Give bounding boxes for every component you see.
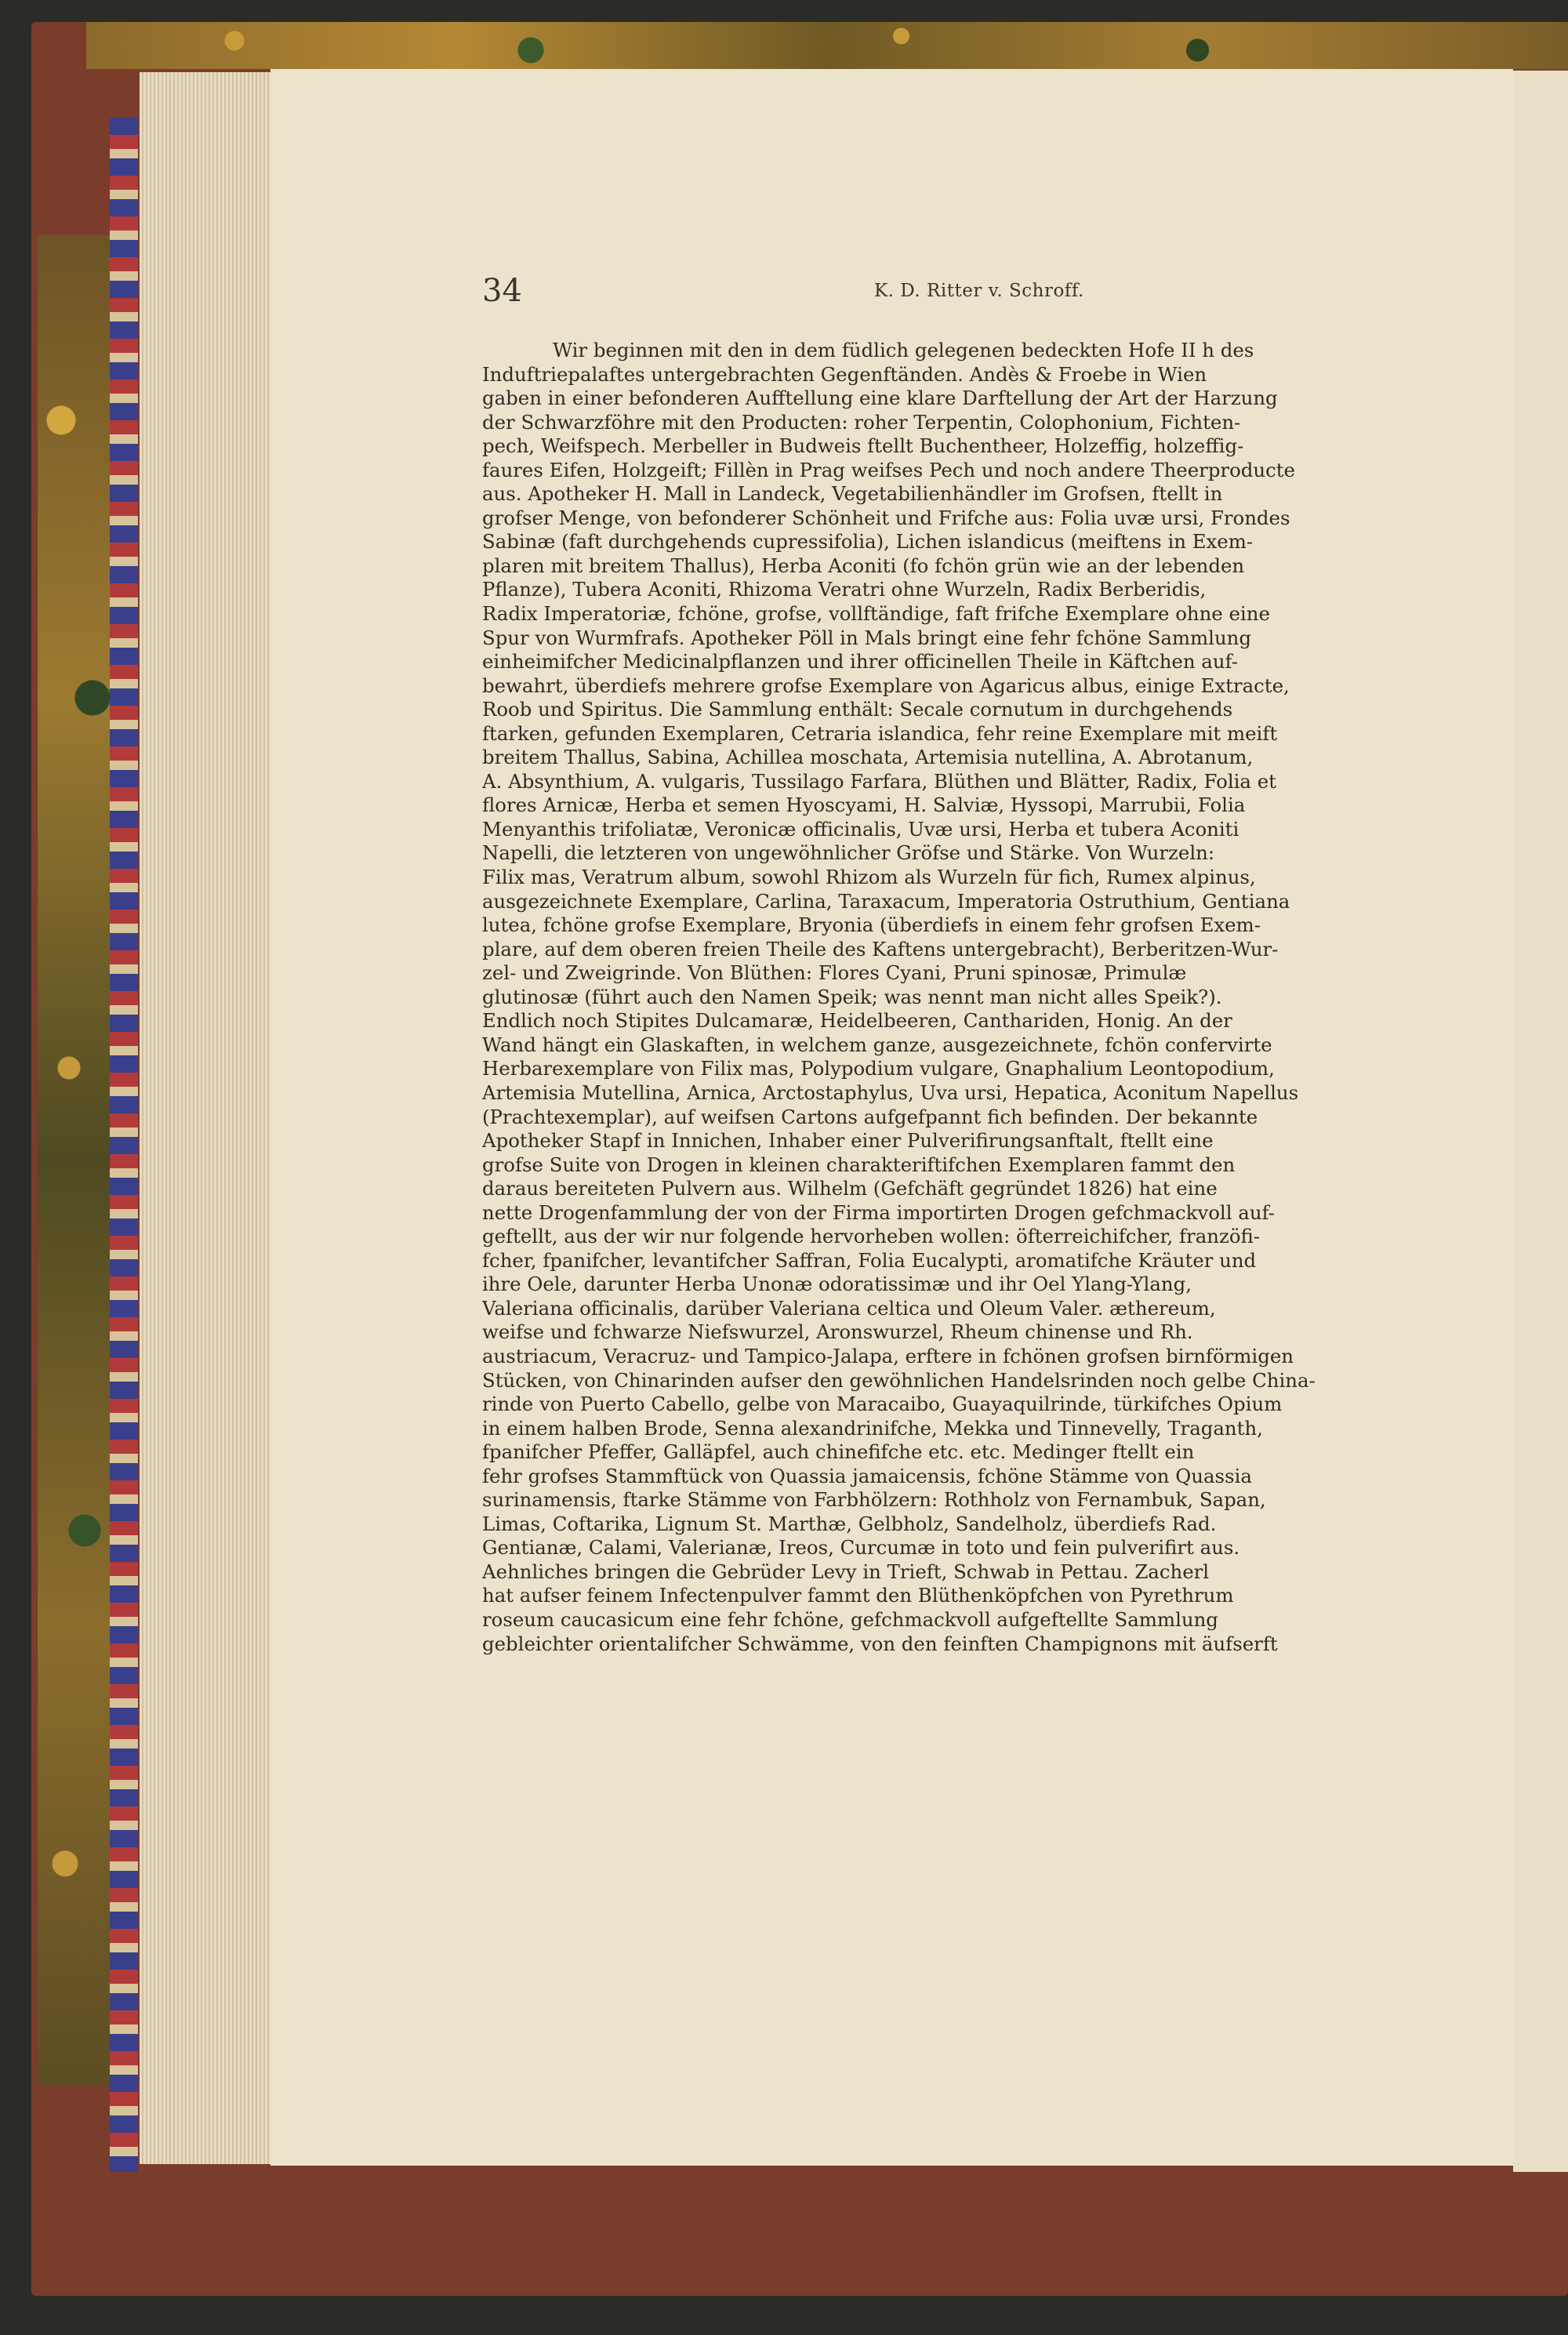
text-line: Filix mas, Veratrum album, sowohl Rhizom als Wurzeln für fich, Rumex alpinus, [482, 866, 1256, 889]
text-line: Apotheker Stapf in Innichen, Inhaber einer Pulverifirungsanftalt, ftellt eine [482, 1129, 1214, 1153]
text-line: daraus bereiteten Pulvern aus. Wilhelm (Gefchäft gegründet 1826) hat eine [482, 1177, 1218, 1200]
text-line: Wand hängt ein Glaskaften, in welchem ganze, ausgezeichnete, fchön confervirte [482, 1033, 1272, 1056]
text-line: (Prachtexemplar), auf weifsen Cartons aufgefpannt fich befinden. Der bekannte [482, 1105, 1258, 1128]
body-text [482, 339, 1497, 1656]
text-line: Stücken, von Chinarinden aufser den gewöhnlichen Handelsrinden noch gelbe China- [482, 1368, 1316, 1392]
text-line: Gentianæ, Calami, Valerianæ, Ireos, Curcumæ in toto und fein pulverifirt aus. [482, 1536, 1240, 1560]
text-line: A. Absynthium, A. vulgaris, Tussilago Farfara, Blüthen und Blätter, Radix, Folia et [482, 769, 1276, 793]
text-line: glutinosæ (führt auch den Namen Speik; was nennt man nicht alles Speik?). [482, 985, 1222, 1008]
text-line: Radix Imperatoriæ, fchöne, grofse, vollftändige, faft frifche Exemplare ohne eine [482, 602, 1270, 626]
text-line: in einem halben Brode, Senna alexandrinifche, Mekka und Tinnevelly, Traganth, [482, 1416, 1263, 1440]
text-line: rinde von Puerto Cabello, gelbe von Maracaibo, Guayaquilrinde, türkifches Opium [482, 1393, 1283, 1416]
marbled-endpaper [38, 235, 116, 2086]
text-line: grofser Menge, von befonderer Schönheit und Frifche aus: Folia uvæ ursi, Frondes [482, 506, 1290, 529]
text-line: Wir beginnen mit den in dem füdlich gelegenen bedeckten Hofe II h des [553, 339, 1254, 361]
text-line: Napelli, die letzteren von ungewöhnlicher Gröfse und Stärke. Von Wurzeln: [482, 841, 1215, 865]
text-line: Valeriana officinalis, darüber Valeriana celtica und Oleum Valer. æthereum, [482, 1296, 1216, 1320]
text-line: nette Drogenfammlung der von der Firma importirten Drogen gefchmackvoll auf- [482, 1200, 1275, 1224]
text-line: hat aufser feinem Infectenpulver fammt den Blüthenköpfchen von Pyrethrum [482, 1584, 1234, 1607]
text-line: zel- und Zweigrinde. Von Blüthen: Flores Cyani, Pruni spinosæ, Primulæ [482, 961, 1187, 985]
text-line: flores Arnicæ, Herba et semen Hyoscyami, H. Salviæ, Hyssopi, Marrubii, Folia [482, 793, 1246, 817]
text-line: Roob und Spiritus. Die Sammlung enthält: Secale cornutum in durchgehends [482, 698, 1233, 721]
page-number: 34 [482, 273, 522, 309]
text-line: grofse Suite von Drogen in kleinen charakteriftifchen Exemplaren fammt den [482, 1153, 1236, 1176]
text-line: Herbarexemplare von Filix mas, Polypodium vulgare, Gnaphalium Leontopodium, [482, 1057, 1275, 1080]
text-line: breitem Thallus, Sabina, Achillea moschata, Artemisia nutellina, A. Abrotanum, [482, 746, 1254, 769]
text-line: aus. Apotheker H. Mall in Landeck, Vegetabilienhändler im Grofsen, ftellt in [482, 482, 1223, 506]
text-line: Endlich noch Stipites Dulcamaræ, Heidelbeeren, Canthariden, Honig. An der [482, 1009, 1232, 1033]
facing-page-edge [1513, 71, 1568, 2172]
text-line: gaben in einer befonderen Aufftellung eine klare Darftellung der Art der Harzung [482, 387, 1278, 410]
text-line: einheimifcher Medicinalpflanzen und ihrer officinellen Theile in Käftchen auf- [482, 650, 1238, 674]
marbled-edge-top [86, 22, 1568, 69]
text-line: Sabinæ (faft durchgehends cupressifolia), Lichen islandicus (meiftens in Exem- [482, 530, 1254, 554]
text-line: fpanifcher Pfeffer, Galläpfel, auch chinefifche etc. etc. Medinger ftellt ein [482, 1440, 1195, 1464]
text-line: Pflanze), Tubera Aconiti, Rhizoma Veratri ohne Wurzeln, Radix Berberidis, [482, 578, 1207, 601]
page-stack-edges [140, 72, 273, 2164]
text-line: fehr grofses Stammftück von Quassia jamaicensis, fchöne Stämme von Quassia [482, 1464, 1252, 1487]
page-header [482, 273, 1497, 312]
text-line: faures Eifen, Holzgeift; Fillèn in Prag weifses Pech und noch andere Theerproducte [482, 458, 1295, 481]
text-line: surinamensis, ftarke Stämme von Farbhölzern: Rothholz von Fernambuk, Sapan, [482, 1488, 1266, 1512]
text-line: Induftriepalaftes untergebrachten Gegenftänden. Andès & Froebe in Wien [482, 362, 1207, 386]
running-head: K. D. Ritter v. Schroff. [874, 281, 1084, 301]
text-line: roseum caucasicum eine fehr fchöne, gefchmackvoll aufgeftellte Sammlung [482, 1607, 1218, 1631]
text-line: Artemisia Mutellina, Arnica, Arctostaphylus, Uva ursi, Hepatica, Aconitum Napellus [482, 1080, 1299, 1104]
text-line: weifse und fchwarze Niefswurzel, Aronswurzel, Rheum chinense und Rh. [482, 1320, 1193, 1344]
text-line: lutea, fchöne grofse Exemplare, Bryonia (überdiefs in einem fehr grofsen Exem- [482, 913, 1261, 937]
text-line: pech, Weifspech. Merbeller in Budweis ftellt Buchentheer, Holzeffig, holzeffig- [482, 434, 1244, 458]
text-line: ihre Oele, darunter Herba Unonæ odoratissimæ und ihr Oel Ylang-Ylang, [482, 1273, 1192, 1296]
headband [110, 118, 138, 2172]
text-line: Limas, Coftarika, Lignum St. Marthæ, Gelbholz, Sandelholz, überdiefs Rad. [482, 1512, 1217, 1535]
text-line: plaren mit breitem Thallus), Herba Aconiti (fo fchön grün wie an der lebenden [482, 554, 1245, 577]
text-line: der Schwarzföhre mit den Producten: roher Terpentin, Colophonium, Fichten- [482, 410, 1241, 434]
text-line: Menyanthis trifoliatæ, Veronicæ officinalis, Uvæ ursi, Herba et tubera Aconiti [482, 817, 1240, 841]
text-line: austriacum, Veracruz- und Tampico-Jalapa, erftere in fchönen grofsen birnförmigen [482, 1344, 1294, 1367]
text-line: gebleichter orientalifcher Schwämme, von den feinften Champignons mit äufserft [482, 1632, 1278, 1655]
text-line: bewahrt, überdiefs mehrere grofse Exemplare von Agaricus albus, einige Extracte, [482, 674, 1290, 697]
text-line: Aehnliches bringen die Gebrüder Levy in Trieft, Schwab in Pettau. Zacherl [482, 1560, 1210, 1583]
text-line: ausgezeichnete Exemplare, Carlina, Taraxacum, Imperatoria Ostruthium, Gentiana [482, 889, 1290, 913]
text-line: plare, auf dem oberen freien Theile des Kaftens untergebracht), Berberitzen-Wur- [482, 937, 1279, 961]
text-line: ftarken, gefunden Exemplaren, Cetraria islandica, fehr reine Exemplare mit meift [482, 721, 1278, 745]
text-line: geftellt, aus der wir nur folgende hervorheben wollen: öfterreichifcher, franzöfi- [482, 1225, 1261, 1248]
text-line: fcher, fpanifcher, levantifcher Saffran, Folia Eucalypti, aromatifche Kräuter und [482, 1248, 1257, 1272]
text-line: Spur von Wurmfrafs. Apotheker Pöll in Mals bringt eine fehr fchöne Sammlung [482, 626, 1251, 649]
